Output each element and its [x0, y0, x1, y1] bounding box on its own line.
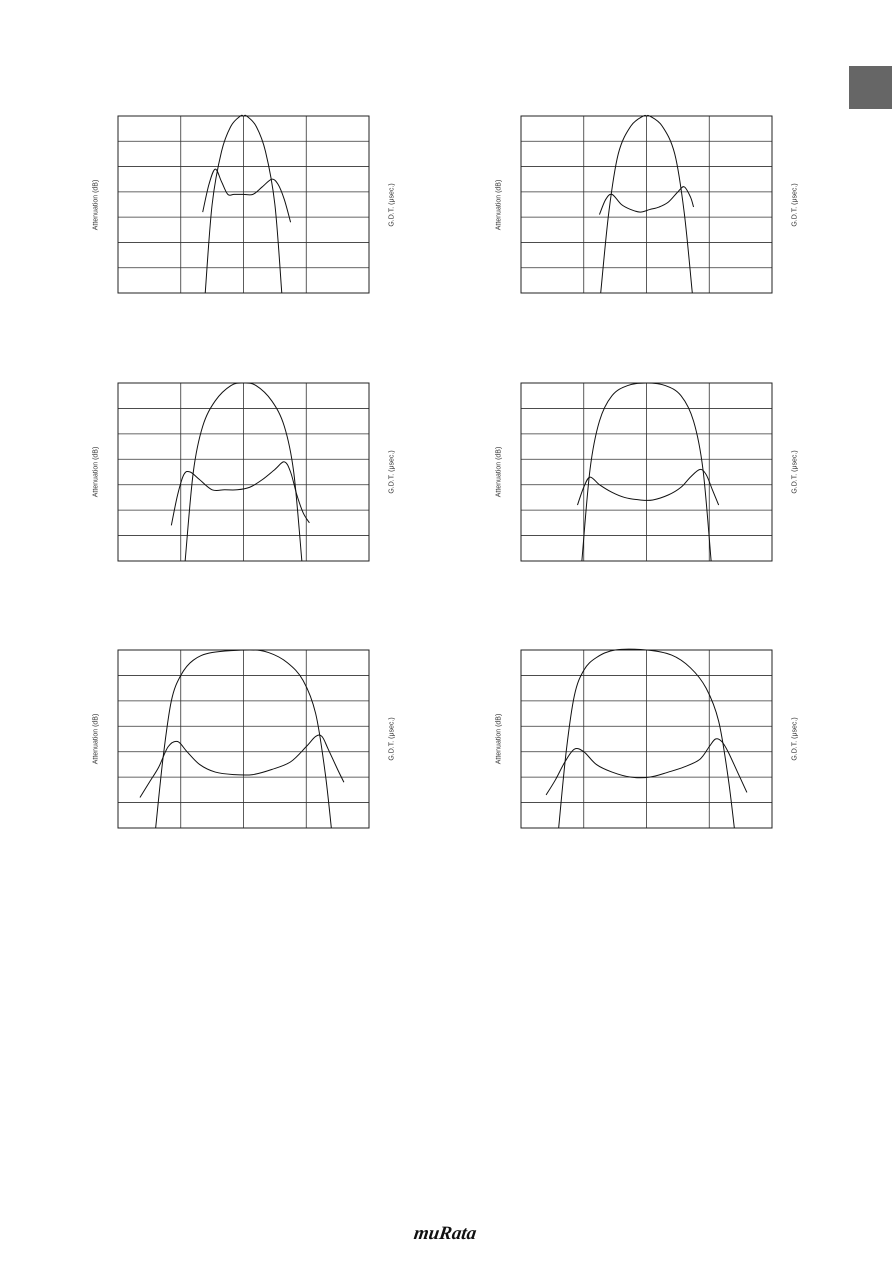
secondary-y-axis-label: G.D.T. (μsec.)	[791, 450, 799, 494]
murata-logo	[402, 1220, 492, 1246]
gdt-curve	[577, 469, 718, 505]
secondary-y-axis-label: G.D.T. (μsec.)	[388, 450, 396, 494]
y-axis-label: Attenuation (dB)	[495, 179, 503, 230]
chart-2-plot	[118, 383, 369, 561]
chart-0-plot	[118, 116, 369, 293]
gdt-curve	[140, 735, 344, 797]
chart-1-plot	[521, 116, 772, 293]
chart-4	[92, 650, 396, 828]
svg-text:muRata: muRata	[412, 1223, 478, 1244]
secondary-y-axis-label: G.D.T. (μsec.)	[388, 717, 396, 761]
secondary-y-axis-label: G.D.T. (μsec.)	[791, 182, 799, 227]
secondary-y-axis-label: G.D.T. (μsec.)	[791, 717, 799, 761]
y-axis-label: Attenuation (dB)	[92, 713, 100, 765]
gdt-curve	[171, 462, 309, 526]
chart-5-plot	[521, 650, 772, 828]
y-axis-label: Attenuation (dB)	[92, 446, 100, 498]
chart-4-plot	[118, 650, 369, 828]
chart-2	[92, 383, 396, 561]
chart-0	[92, 116, 396, 293]
chart-5	[495, 650, 799, 828]
chart-3	[495, 383, 799, 561]
secondary-y-axis-label: G.D.T. (μsec.)	[388, 182, 396, 227]
chart-3-plot	[521, 383, 772, 561]
section-tab-marker	[849, 66, 892, 109]
y-axis-label: Attenuation (dB)	[92, 179, 100, 230]
chart-1	[495, 116, 799, 293]
y-axis-label: Attenuation (dB)	[495, 446, 503, 498]
y-axis-label: Attenuation (dB)	[495, 713, 503, 765]
